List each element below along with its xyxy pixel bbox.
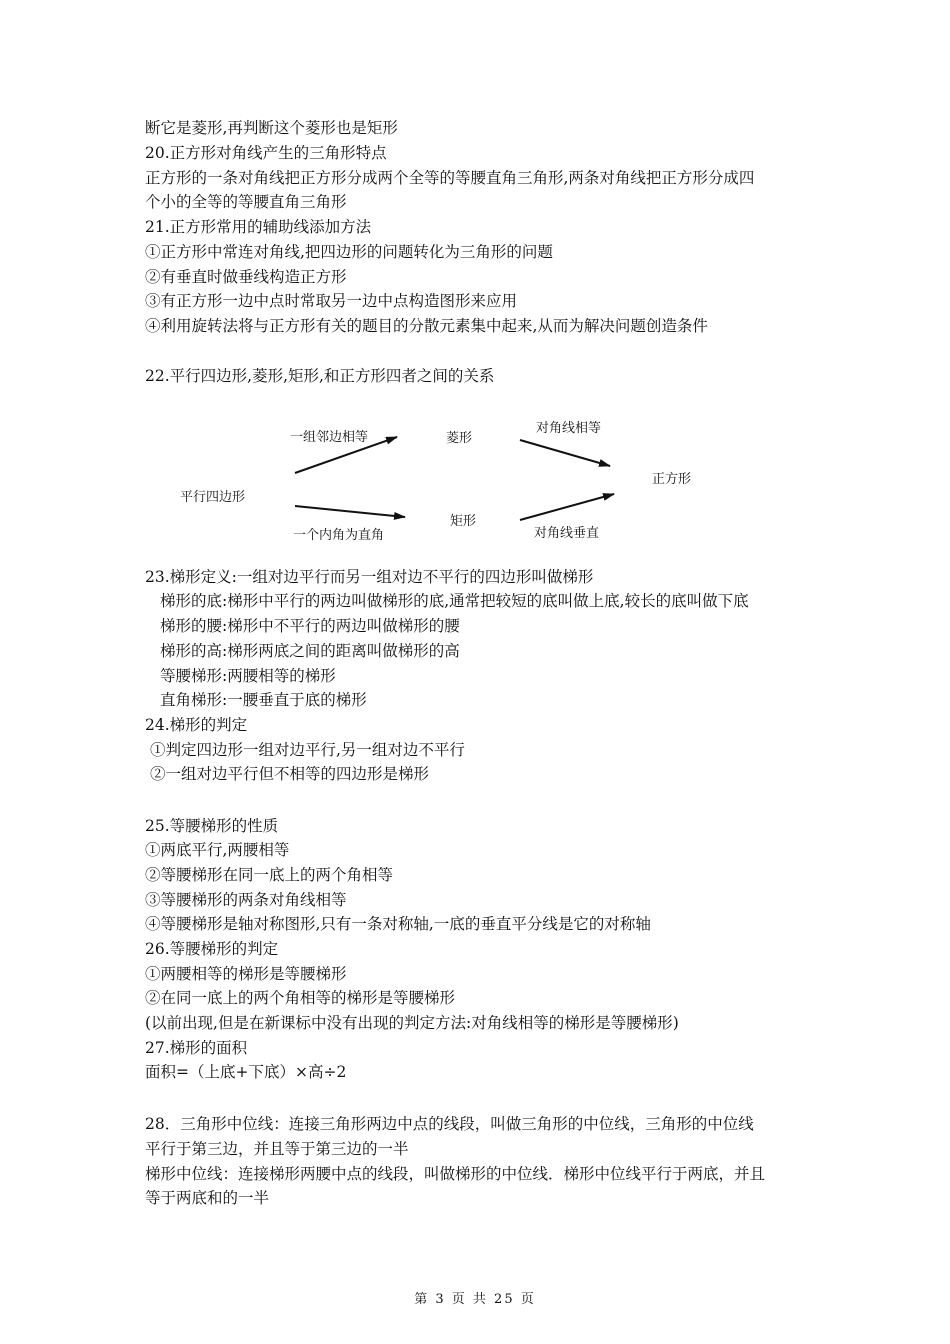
label-adjacent-sides-equal: 一组邻边相等 [290,430,369,445]
list-item: ②一组对边平行但不相等的四边形是梯形 [150,765,430,783]
definition-line: 直角梯形:一腰垂直于底的梯形 [160,691,367,709]
definition-line: 梯形的高:梯形两底之间的距离叫做梯形的高 [160,642,460,660]
section-heading: 27.梯形的面积 [145,1039,248,1057]
text-line: 正方形的一条对角线把正方形分成两个全等的等腰直角三角形,两条对角线把正方形分成四 [145,169,755,187]
section-heading: 22.平行四边形,菱形,矩形,和正方形四者之间的关系 [145,367,495,385]
arrow-rhombus-to-square [520,440,610,466]
label-diagonals-equal: 对角线相等 [536,421,602,436]
label-one-right-angle: 一个内角为直角 [293,528,385,543]
label-diagonals-perpendicular: 对角线垂直 [534,526,600,541]
section-heading: 21.正方形常用的辅助线添加方法 [145,218,372,236]
section-heading: 25.等腰梯形的性质 [145,817,279,835]
list-item: ②在同一底上的两个角相等的梯形是等腰梯形 [145,989,456,1007]
definition-line: 梯形的底:梯形中平行的两边叫做梯形的底,通常把较短的底叫做上底,较长的底叫做下底 [160,592,749,610]
quadrilateral-relationship-diagram [150,400,770,560]
text-line: 梯形中位线：连接梯形两腰中点的线段，叫做梯形的中位线．梯形中位线平行于两底，并且 [145,1165,766,1183]
label-parallelogram: 平行四边形 [180,490,246,505]
text-line: 断它是菱形,再判断这个菱形也是矩形 [145,119,398,137]
list-item: ③等腰梯形的两条对角线相等 [145,891,347,909]
label-square: 正方形 [652,472,692,487]
text-line: 个小的全等的等腰直角三角形 [145,193,347,211]
page-footer: 第 3 页 共 25 页 [414,1292,536,1307]
label-rhombus: 菱形 [446,431,473,446]
definition-line: 梯形的腰:梯形中不平行的两边叫做梯形的腰 [160,617,460,635]
arrow-rectangle-to-square [520,494,614,520]
section-heading: 26.等腰梯形的判定 [145,940,279,958]
formula-line: 面积=（上底+下底）×高÷2 [145,1063,347,1081]
section-heading: 20.正方形对角线产生的三角形特点 [145,144,387,162]
list-item: ①两腰相等的梯形是等腰梯形 [145,965,347,983]
list-item: ②等腰梯形在同一底上的两个角相等 [145,866,394,884]
arrow-to-rectangle [295,506,405,517]
section-heading: 24.梯形的判定 [145,716,248,734]
section-heading: 23.梯形定义:一组对边平行而另一组对边不平行的四边形叫做梯形 [145,568,594,586]
list-item: ②有垂直时做垂线构造正方形 [145,268,347,286]
list-item: ①两底平行,两腰相等 [145,841,290,859]
label-rectangle: 矩形 [450,514,477,529]
list-item: ③有正方形一边中点时常取另一边中点构造图形来应用 [145,292,518,310]
list-item: ④等腰梯形是轴对称图形,只有一条对称轴,一底的垂直平分线是它的对称轴 [145,915,651,933]
definition-line: 等腰梯形:两腰相等的梯形 [160,667,336,685]
section-heading: 28．三角形中位线：连接三角形两边中点的线段，叫做三角形的中位线，三角形的中位线 [145,1115,754,1133]
text-line: 平行于第三边，并且等于第三边的一半 [145,1140,409,1158]
list-item: ①判定四边形一组对边平行,另一组对边不平行 [150,741,465,759]
list-item: ④利用旋转法将与正方形有关的题目的分散元素集中起来,从而为解决问题创造条件 [145,317,708,335]
list-item: ①正方形中常连对角线,把四边形的问题转化为三角形的问题 [145,243,553,261]
text-line: 等于两底和的一半 [145,1189,270,1207]
note-line: (以前出现,但是在新课标中没有出现的判定方法:对角线相等的梯形是等腰梯形) [145,1014,679,1032]
